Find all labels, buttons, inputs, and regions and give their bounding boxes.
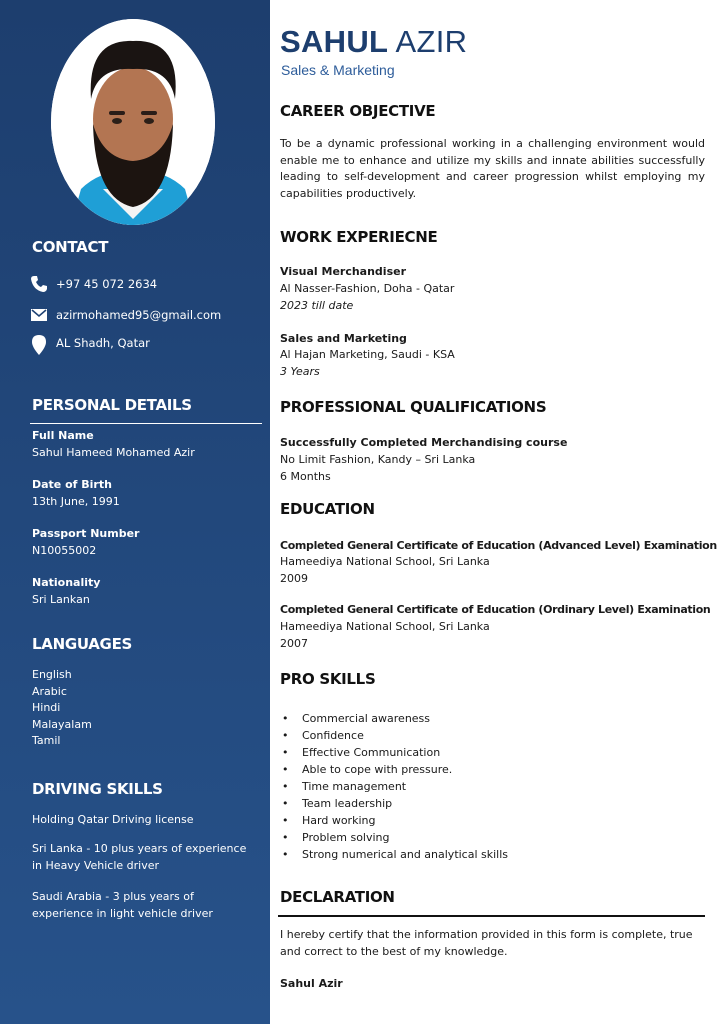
job-company: Al Nasser-Fashion, Doha - Qatar xyxy=(280,282,455,295)
declaration-title: DECLARATION xyxy=(280,888,395,906)
skill-item: • Team leadership xyxy=(280,795,508,812)
phone-icon xyxy=(30,275,48,293)
section-divider xyxy=(30,423,262,424)
contact-email xyxy=(30,306,221,324)
full-name-value: Sahul Hameed Mohamed Azir xyxy=(32,446,195,459)
education-school: Hameediya National School, Sri Lanka xyxy=(280,620,490,633)
portrait-image xyxy=(51,19,215,225)
language-item: English xyxy=(32,668,72,681)
declaration-divider xyxy=(278,915,705,917)
qualification-institute: No Limit Fashion, Kandy – Sri Lanka xyxy=(280,453,476,466)
skill-item: • Effective Communication xyxy=(280,744,508,761)
languages-title: LANGUAGES xyxy=(32,635,133,653)
last-name: AZIR xyxy=(395,24,468,59)
qualifications-title: PROFESSIONAL QUALIFICATIONS xyxy=(280,398,547,416)
career-objective-text: To be a dynamic professional working in a challenging environment would enable me to enhance and utilize my skills and innate abilities successfully leading to self-development and career progression whilst employing my capabilities productively. xyxy=(280,137,705,200)
skill-item: • Time management xyxy=(280,778,508,795)
envelope-icon xyxy=(30,306,48,324)
passport-value: N10055002 xyxy=(32,544,97,557)
driving-skills-title: DRIVING SKILLS xyxy=(32,780,163,798)
language-item: Malayalam xyxy=(32,717,92,731)
skill-item: • Strong numerical and analytical skills xyxy=(280,846,508,863)
skill-item: • Hard working xyxy=(280,812,508,829)
nationality-value: Sri Lankan xyxy=(32,593,90,606)
nationality-label: Nationality xyxy=(32,576,101,589)
full-name-label: Full Name xyxy=(32,429,94,442)
contact-location xyxy=(30,334,150,352)
skill-item: • Commercial awareness xyxy=(280,710,508,727)
dob-label: Date of Birth xyxy=(32,478,112,491)
pro-skills-title: PRO SKILLS xyxy=(280,670,376,688)
skill-item: • Confidence xyxy=(280,727,508,744)
job-role: Sales and Marketing xyxy=(280,332,407,345)
driving-item: Sri Lanka - 10 plus years of experience in Heavy Vehicle driver xyxy=(32,842,247,872)
education-year: 2007 xyxy=(280,637,308,650)
languages-list xyxy=(32,667,92,750)
education-name: Completed General Certificate of Education (Advanced Level) Examination xyxy=(280,539,717,552)
location-text: AL Shadh, Qatar xyxy=(56,336,150,350)
career-objective-title: CAREER OBJECTIVE xyxy=(280,102,436,120)
signature-name: Sahul Azir xyxy=(280,977,343,990)
job-company: Al Hajan Marketing, Saudi - KSA xyxy=(280,348,455,361)
phone-number: +97 45 072 2634 xyxy=(56,277,158,291)
driving-item: Holding Qatar Driving license xyxy=(32,813,194,826)
work-experience-title: WORK EXPERIECNE xyxy=(280,228,438,246)
declaration-text: I hereby certify that the information provided in this form is complete, true and correct to the best of my knowledge. xyxy=(280,928,693,958)
contact-title: CONTACT xyxy=(32,238,109,256)
contact-phone xyxy=(30,275,157,293)
skill-item: • Able to cope with pressure. xyxy=(280,761,508,778)
education-year: 2009 xyxy=(280,572,308,585)
language-item: Hindi xyxy=(32,701,61,714)
sidebar xyxy=(0,0,270,1024)
candidate-name xyxy=(280,24,467,60)
education-name: Completed General Certificate of Education (Ordinary Level) Examination xyxy=(280,603,711,616)
email-address: azirmohamed95@gmail.com xyxy=(56,308,222,322)
language-item: Tamil xyxy=(32,734,61,747)
skill-item: • Problem solving xyxy=(280,829,508,846)
dob-value: 13th June, 1991 xyxy=(32,495,120,508)
education-title: EDUCATION xyxy=(280,500,375,518)
personal-details-title: PERSONAL DETAILS xyxy=(32,396,192,414)
profile-photo xyxy=(51,19,215,225)
job-title: Sales & Marketing xyxy=(281,62,395,78)
driving-item: Saudi Arabia - 3 plus years of experience in light vehicle driver xyxy=(32,890,213,920)
qualification-duration: 6 Months xyxy=(280,470,331,483)
first-name: SAHUL xyxy=(280,24,389,59)
job-period: 3 Years xyxy=(280,365,320,378)
job-period: 2023 till date xyxy=(280,299,354,312)
job-role: Visual Merchandiser xyxy=(280,265,407,278)
location-pin-icon xyxy=(30,334,48,352)
language-item: Arabic xyxy=(32,684,67,698)
education-school: Hameediya National School, Sri Lanka xyxy=(280,555,490,568)
skills-list xyxy=(280,710,508,863)
passport-label: Passport Number xyxy=(32,527,140,540)
qualification-course: Successfully Completed Merchandising course xyxy=(280,436,568,449)
